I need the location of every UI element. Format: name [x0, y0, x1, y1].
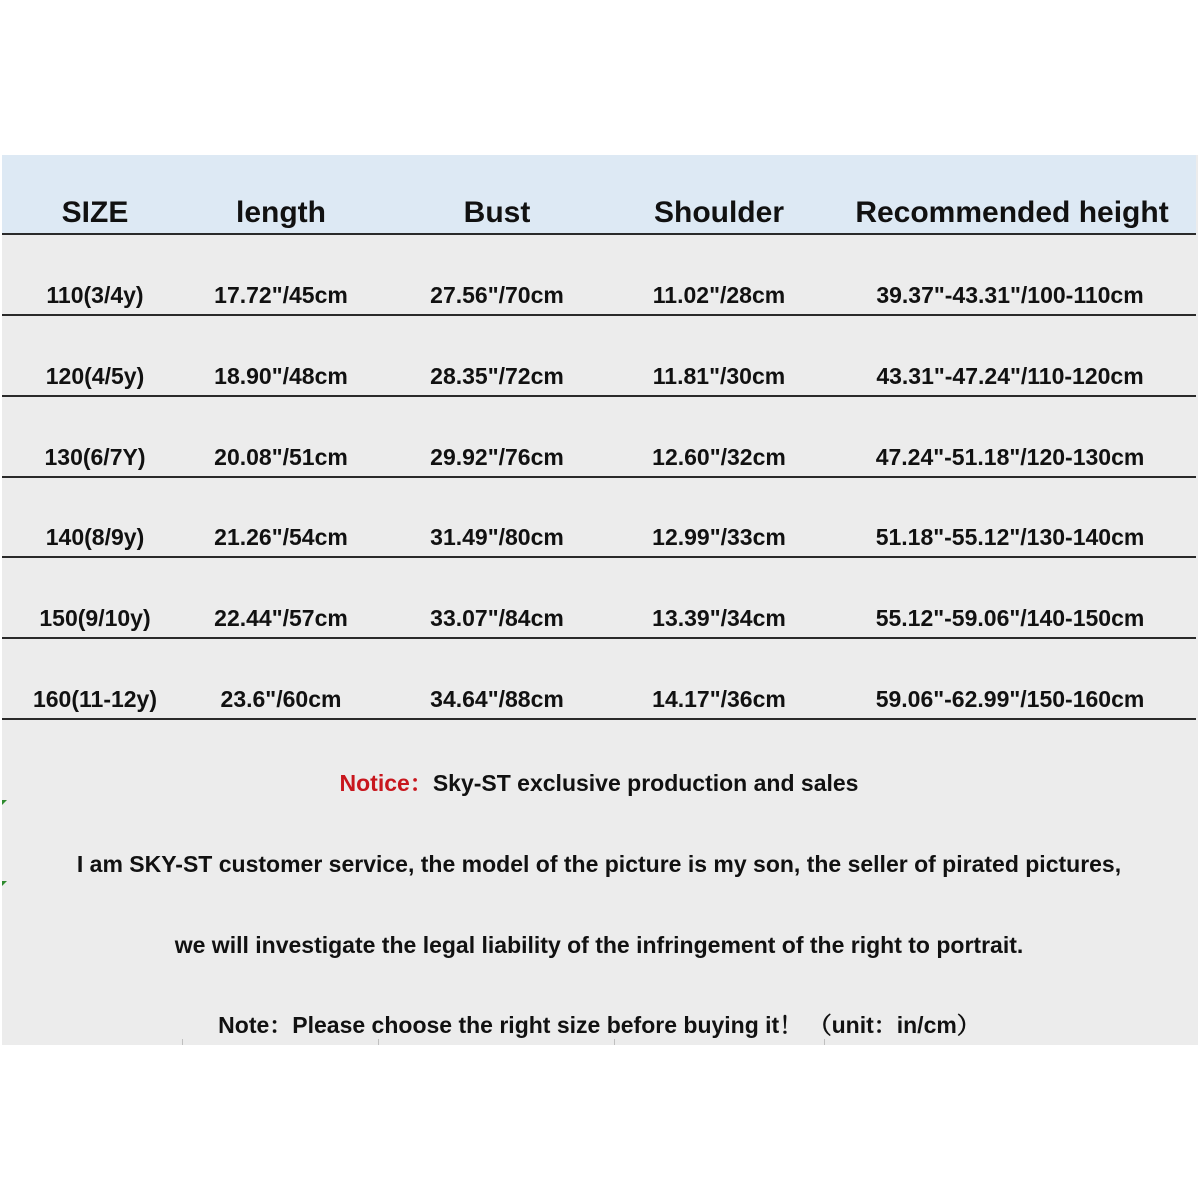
cell-shoulder: 11.81"/30cm [652, 363, 786, 389]
cell-bust: 28.35"/72cm [430, 363, 564, 389]
cell-size: 110(3/4y) [46, 282, 144, 308]
cell-recommended-height: 43.31"-47.24"/110-120cm [876, 363, 1144, 389]
grid-tick [824, 1039, 825, 1045]
notice-line [2, 769, 1196, 797]
cell-shoulder: 12.60"/32cm [652, 444, 786, 470]
table-row [2, 235, 1196, 316]
grid-tick [182, 1039, 183, 1045]
cell-length: 20.08"/51cm [214, 444, 348, 470]
cell-recommended-height: 55.12"-59.06"/140-150cm [875, 605, 1145, 631]
cell-bust: 31.49"/80cm [430, 524, 564, 550]
cell-size: 160(11-12y) [32, 686, 158, 712]
customer-service-statement: I am SKY-ST customer service, the model of the picture is my son, the seller of pirated pictures, [76, 851, 1122, 877]
cell-bust: 27.56"/70cm [430, 282, 564, 308]
table-row [2, 558, 1196, 639]
green-marker [2, 800, 7, 805]
cell-length: 17.72"/45cm [214, 282, 348, 308]
cell-size: 140(8/9y) [45, 524, 145, 550]
header-length: length [236, 196, 326, 229]
cell-bust: 29.92"/76cm [430, 444, 564, 470]
cell-size: 120(4/5y) [45, 363, 145, 389]
cell-recommended-height: 59.06"-62.99"/150-160cm [875, 686, 1145, 712]
header-bust: Bust [463, 196, 531, 229]
cell-recommended-height: 51.18"-55.12"/130-140cm [875, 524, 1145, 550]
header-shoulder: Shoulder [653, 196, 784, 229]
header-recommended-height: Recommended height [855, 196, 1169, 229]
table-row [2, 639, 1196, 720]
cell-shoulder: 12.99"/33cm [652, 524, 786, 550]
green-marker [2, 881, 7, 886]
cell-size: 150(9/10y) [39, 605, 151, 631]
size-chart [2, 155, 1198, 1045]
table-row [2, 477, 1196, 558]
cell-shoulder: 14.17"/36cm [652, 686, 786, 712]
grid-tick [378, 1039, 379, 1045]
cell-shoulder: 11.02"/28cm [652, 282, 786, 308]
cell-bust: 33.07"/84cm [430, 605, 564, 631]
table-row [2, 397, 1196, 478]
size-chart-header [2, 155, 1196, 235]
cell-length: 22.44"/57cm [214, 605, 348, 631]
cell-shoulder: 13.39"/34cm [652, 605, 786, 631]
legal-liability-statement: we will investigate the legal liability of the infringement of the right to portrait. [174, 932, 1024, 958]
cell-recommended-height: 39.37"-43.31"/100-110cm [876, 282, 1144, 308]
notice-text: Sky-ST exclusive production and sales [432, 770, 859, 796]
cell-bust: 34.64"/88cm [430, 686, 564, 712]
grid-tick [614, 1039, 615, 1045]
cell-size: 130(6/7Y) [44, 444, 146, 470]
cell-recommended-height: 47.24"-51.18"/120-130cm [875, 444, 1145, 470]
notice-label: Notice： [339, 770, 433, 796]
table-row [2, 316, 1196, 397]
cell-length: 23.6"/60cm [220, 686, 342, 712]
header-size: SIZE [61, 196, 129, 229]
cell-length: 18.90"/48cm [214, 363, 348, 389]
size-note: Note：Please choose the right size before buying it！ （unit：in/cm） [218, 1012, 980, 1038]
cell-length: 21.26"/54cm [214, 524, 348, 550]
